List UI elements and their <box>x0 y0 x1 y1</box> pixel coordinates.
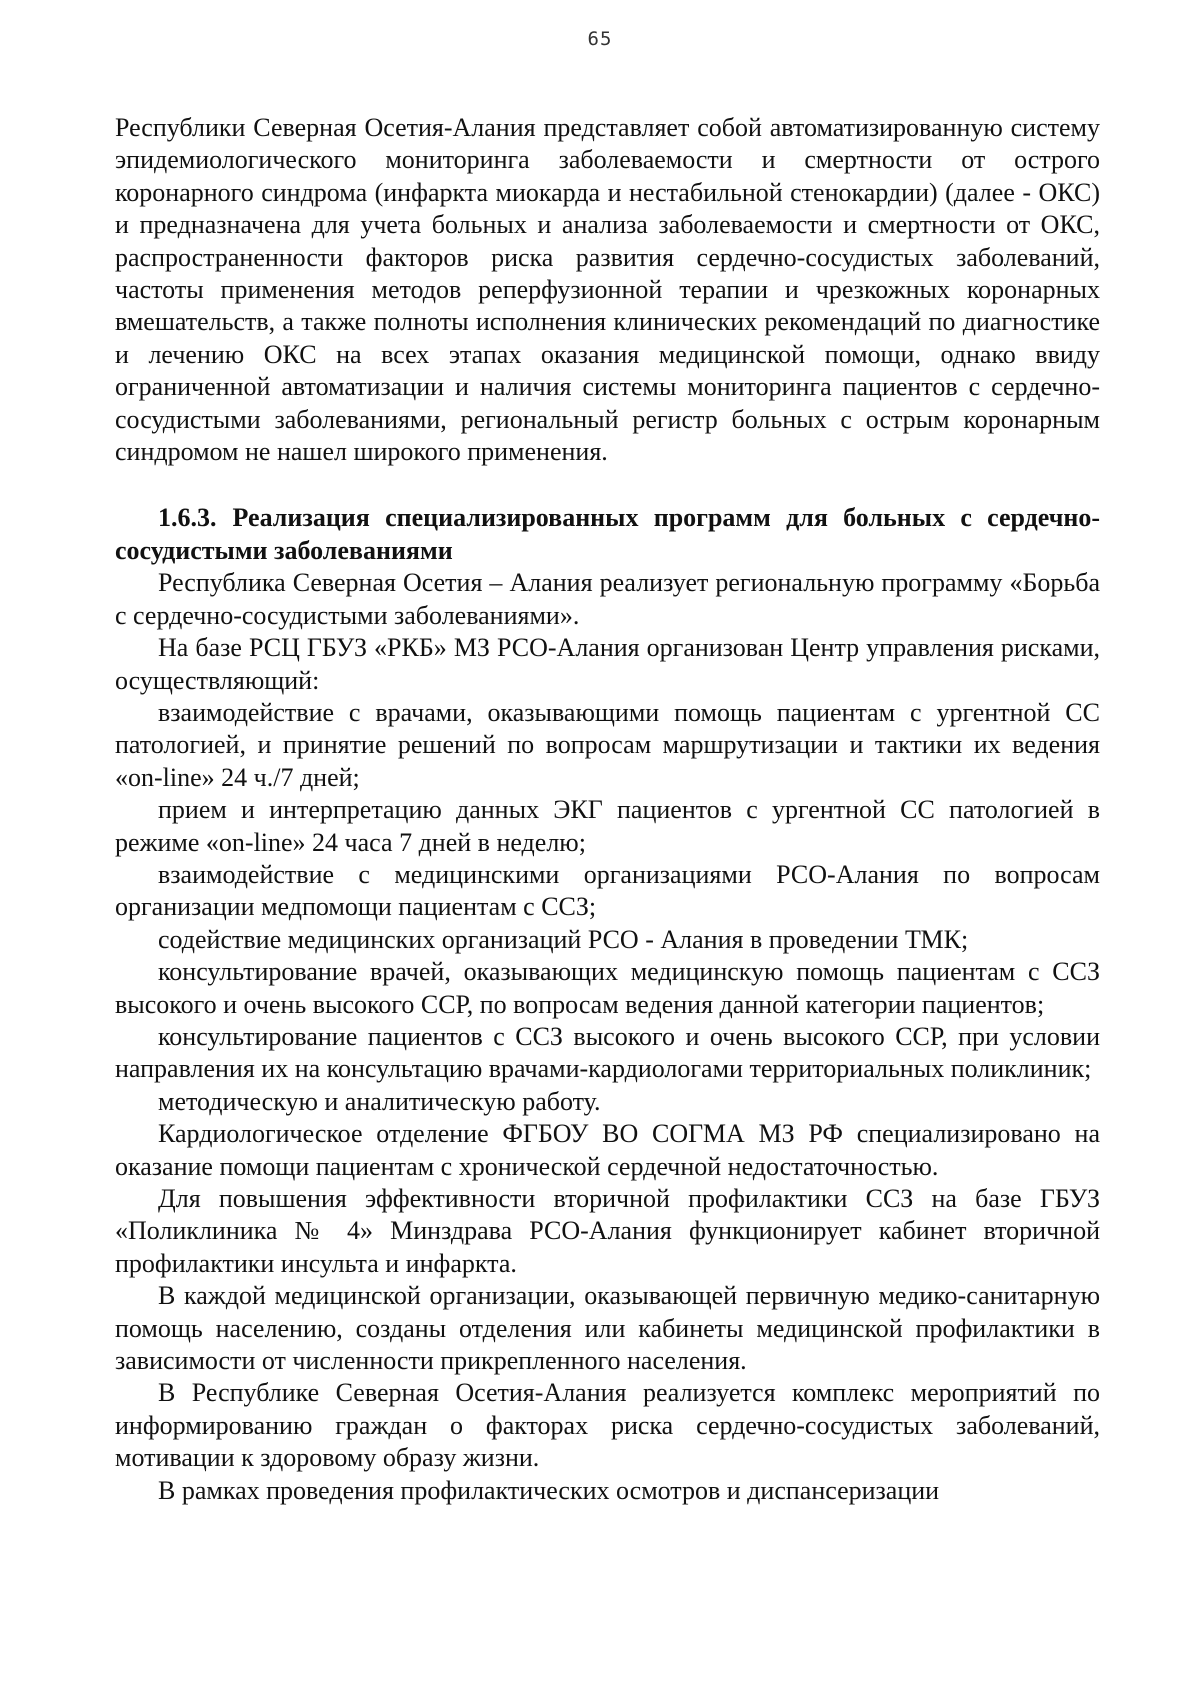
section-number: 1.6.3. <box>158 503 217 533</box>
paragraph: На базе РСЦ ГБУЗ «РКБ» МЗ РСО-Алания организован Центр управления рисками, осуществляющий: <box>115 633 1100 695</box>
paragraph: В каждой медицинской организации, оказывающей первичную медико-санитарную помощь населению, созданы отделения или кабинеты медицинской профилактики в зависимости от численности прикрепленного населения. <box>115 1281 1100 1376</box>
list-item: прием и интерпретацию данных ЭКГ пациентов с ургентной СС патологией в режиме «on-line» 24 часа 7 дней в неделю; <box>115 795 1100 857</box>
list-item: содействие медицинских организаций РСО - Алания в проведении ТМК; <box>158 924 969 954</box>
list-item: взаимодействие с врачами, оказывающими помощь пациентам с ургентной СС патологией, и принятие решений по вопросам маршрутизации и тактики их ведения «on-line» 24 ч./7 дней; <box>115 697 1100 792</box>
intro-paragraph: Республики Северная Осетия-Алания представляет собой автоматизированную систему эпидемиологического мониторинга заболеваемости и смертности от острого коронарного синдрома (инфаркта миокарда и нестабильной стенокардии) (далее - ОКС) и предназначена для учета больных и анализа заболеваемости и смертности от ОКС, распространенности факторов риска развития сердечно-сосудистых заболеваний, частоты применения методов реперфузионной терапии и чрезкожных коронарных вмешательств, а также полноты исполнения клинических рекомендаций по диагностике и лечению ОКС на всех этапах оказания медицинской помощи, однако ввиду ограниченной автоматизации и наличия системы мониторинга пациентов с сердечно-сосудистыми заболеваниями, региональный регистр больных с острым коронарным синдромом не нашел широкого применения. <box>115 113 1100 467</box>
section-title: Реализация специализированных программ для больных с сердечно-сосудистыми заболеваниями <box>115 503 1100 565</box>
list-item: консультирование пациентов с ССЗ высокого и очень высокого ССР, при условии направления их на консультацию врачами-кардиологами территориальных поликлиник; <box>115 1021 1100 1084</box>
page-number: 65 <box>587 28 613 50</box>
paragraph: Для повышения эффективности вторичной профилактики ССЗ на базе ГБУЗ «Поликлиника № 4» Минздрава РСО-Алания функционирует кабинет вторичной профилактики инсульта и инфаркта. <box>115 1184 1100 1278</box>
document-body <box>115 112 1100 1507</box>
paragraph: В Республике Северная Осетия-Алания реализуется комплекс мероприятий по информированию граждан о факторах риска сердечно-сосудистых заболеваний, мотивации к здоровому образу жизни. <box>115 1378 1100 1473</box>
list-item: взаимодействие с медицинскими организациями РСО-Алания по вопросам организации медпомощи пациентам с ССЗ; <box>115 859 1100 922</box>
section-heading <box>115 502 1100 567</box>
paragraph: Республика Северная Осетия – Алания реализует региональную программу «Борьба с сердечно-сосудистыми заболеваниями». <box>115 568 1100 630</box>
list-item: консультирование врачей, оказывающих медицинскую помощь пациентам с ССЗ высокого и очень высокого ССР, по вопросам ведения данной категории пациентов; <box>115 957 1100 1019</box>
paragraph: В рамках проведения профилактических осмотров и диспансеризации <box>158 1475 940 1505</box>
list-item: методическую и аналитическую работу. <box>158 1086 601 1116</box>
paragraph: Кардиологическое отделение ФГБОУ ВО СОГМА МЗ РФ специализировано на оказание помощи пациентам с хронической сердечной недостаточностью. <box>115 1119 1100 1181</box>
